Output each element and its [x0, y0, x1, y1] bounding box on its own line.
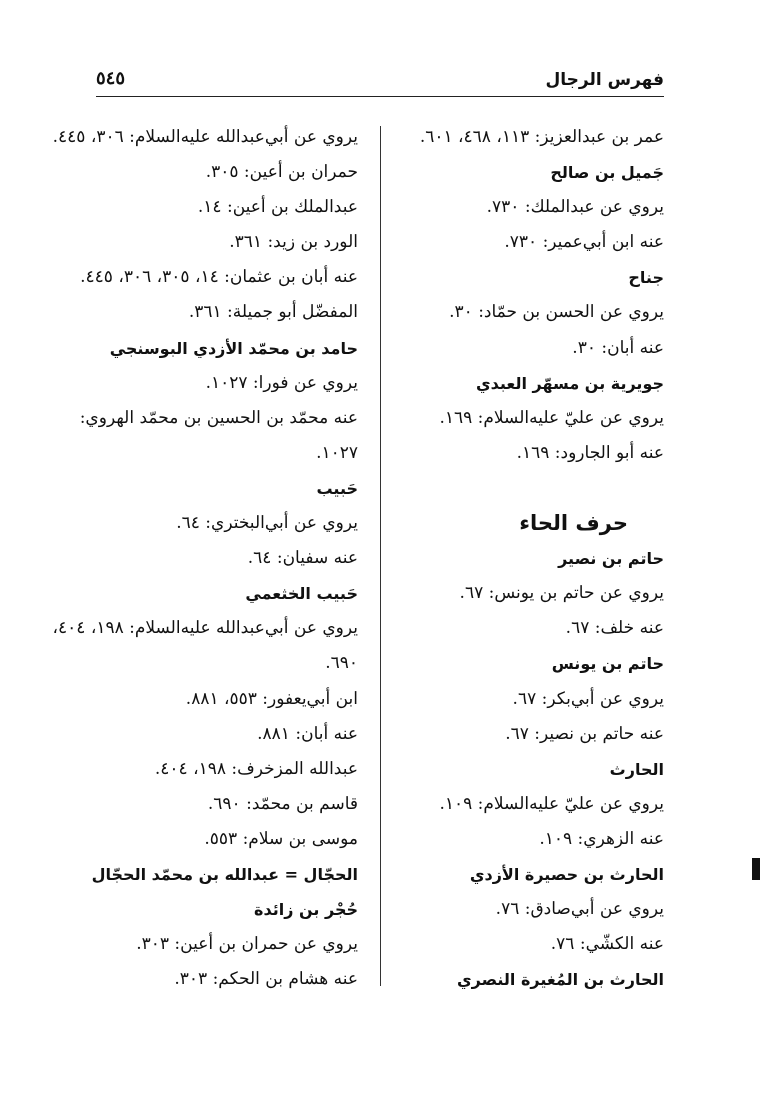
index-entry: عنه أبان بن عثمان: ١٤، ٣٠٥، ٣٠٦، ٤٤٥. — [80, 267, 358, 288]
index-entry: يروي عن الحسن بن حمّاد: ٣٠. — [449, 302, 664, 323]
running-header — [96, 68, 664, 96]
page-title: فهرس الرجال — [545, 70, 664, 90]
index-entry: عنه خلف: ٦٧. — [565, 618, 664, 639]
index-heading: جَميل بن صالح — [550, 163, 664, 183]
index-entry: يروي عن أبي‌البختري: ٦٤. — [176, 513, 358, 534]
index-entry: عنه حاتم بن نصير: ٦٧. — [505, 723, 664, 744]
index-entry: ابن أبي‌يعفور: ٥٥٣، ٨٨١. — [185, 688, 358, 709]
index-entry: عبدالملك بن أعين: ١٤. — [197, 197, 358, 218]
index-entry: ٦٩٠. — [325, 653, 358, 674]
index-entry: يروي عن أبي‌عبدالله عليه‌السلام: ١٩٨، ٤٠٤، — [52, 618, 358, 639]
index-entry: عبدالله المزخرف: ١٩٨، ٤٠٤. — [154, 758, 358, 779]
index-entry: يروي عن فورا: ١٠٢٧. — [205, 372, 358, 393]
index-entry: يروي عن عليّ عليه‌السلام: ١٠٩. — [439, 793, 664, 814]
section-heading: حرف الحاء — [519, 511, 628, 536]
index-entry: عنه محمّد بن الحسين بن محمّد الهروي: — [79, 407, 358, 428]
index-heading: حَبيب — [316, 478, 358, 498]
index-entry: يروي عن أبي‌عبدالله عليه‌السلام: ٣٠٦، ٤٤٥. — [52, 127, 358, 147]
index-heading: جناح — [628, 268, 664, 288]
index-entry: المفضّل أبو جميلة: ٣٦١. — [188, 302, 358, 323]
index-entry: يروي عن حمران بن أعين: ٣٠٣. — [136, 934, 358, 955]
thumb-index-mark — [752, 858, 760, 880]
index-entry: ١٠٢٧. — [316, 442, 358, 463]
index-entry: يروي عن عليّ عليه‌السلام: ١٦٩. — [439, 407, 664, 428]
index-entry: عنه هشام بن الحكم: ٣٠٣. — [174, 969, 358, 990]
page-number: ٥٤٥ — [96, 68, 126, 89]
index-entry: عنه أبان: ٨٨١. — [257, 723, 358, 744]
index-heading: الحارث بن المُغيرة النصري — [456, 970, 664, 990]
blank-line — [394, 471, 664, 506]
index-entry: قاسم بن محمّد: ٦٩٠. — [207, 793, 358, 814]
header-rule — [96, 96, 664, 97]
index-entry: عنه أبو الجارود: ١٦٩. — [516, 442, 664, 463]
index-entry: عنه الزهري: ١٠٩. — [539, 828, 664, 849]
index-heading: حاتم بن يونس — [551, 654, 664, 674]
index-entry: عمر بن عبدالعزيز: ١١٣، ٤٦٨، ٦٠١. — [419, 127, 664, 147]
index-heading: الحارث — [609, 759, 664, 779]
index-heading: الحجّال = عبدالله بن محمّد الحجّال — [91, 864, 358, 884]
index-heading: جويرية بن مسهّر العبدي — [475, 373, 664, 393]
right-column — [394, 120, 664, 997]
index-heading: حاتم بن نصير — [558, 549, 664, 569]
index-entry: عنه سفيان: ٦٤. — [247, 548, 358, 569]
index-entry: يروي عن عبدالملك: ٧٣٠. — [486, 197, 664, 218]
index-heading: حَبيب الخثعمي — [245, 584, 358, 604]
index-entry: يروي عن أبي‌صادق: ٧٦. — [495, 899, 664, 920]
left-column — [52, 120, 358, 997]
index-heading: حامد بن محمّد الأزدي البوسنجي — [109, 338, 358, 358]
index-entry: يروي عن حاتم بن يونس: ٦٧. — [459, 583, 664, 604]
index-entry: حمران بن أعين: ٣٠٥. — [205, 162, 358, 183]
index-entry: يروي عن أبي‌بكر: ٦٧. — [512, 688, 664, 709]
index-entry: عنه ابن أبي‌عمير: ٧٣٠. — [504, 232, 664, 253]
index-entry: الورد بن زيد: ٣٦١. — [229, 232, 358, 253]
index-entry: موسى بن سلام: ٥٥٣. — [204, 828, 358, 849]
index-heading: حُجْر بن زائدة — [254, 900, 358, 920]
index-heading: الحارث بن حصيرة الأزدي — [469, 864, 664, 884]
index-entry: عنه أبان: ٣٠. — [572, 337, 664, 358]
index-entry: عنه الكشّي: ٧٦. — [550, 934, 664, 955]
column-divider — [380, 126, 381, 986]
